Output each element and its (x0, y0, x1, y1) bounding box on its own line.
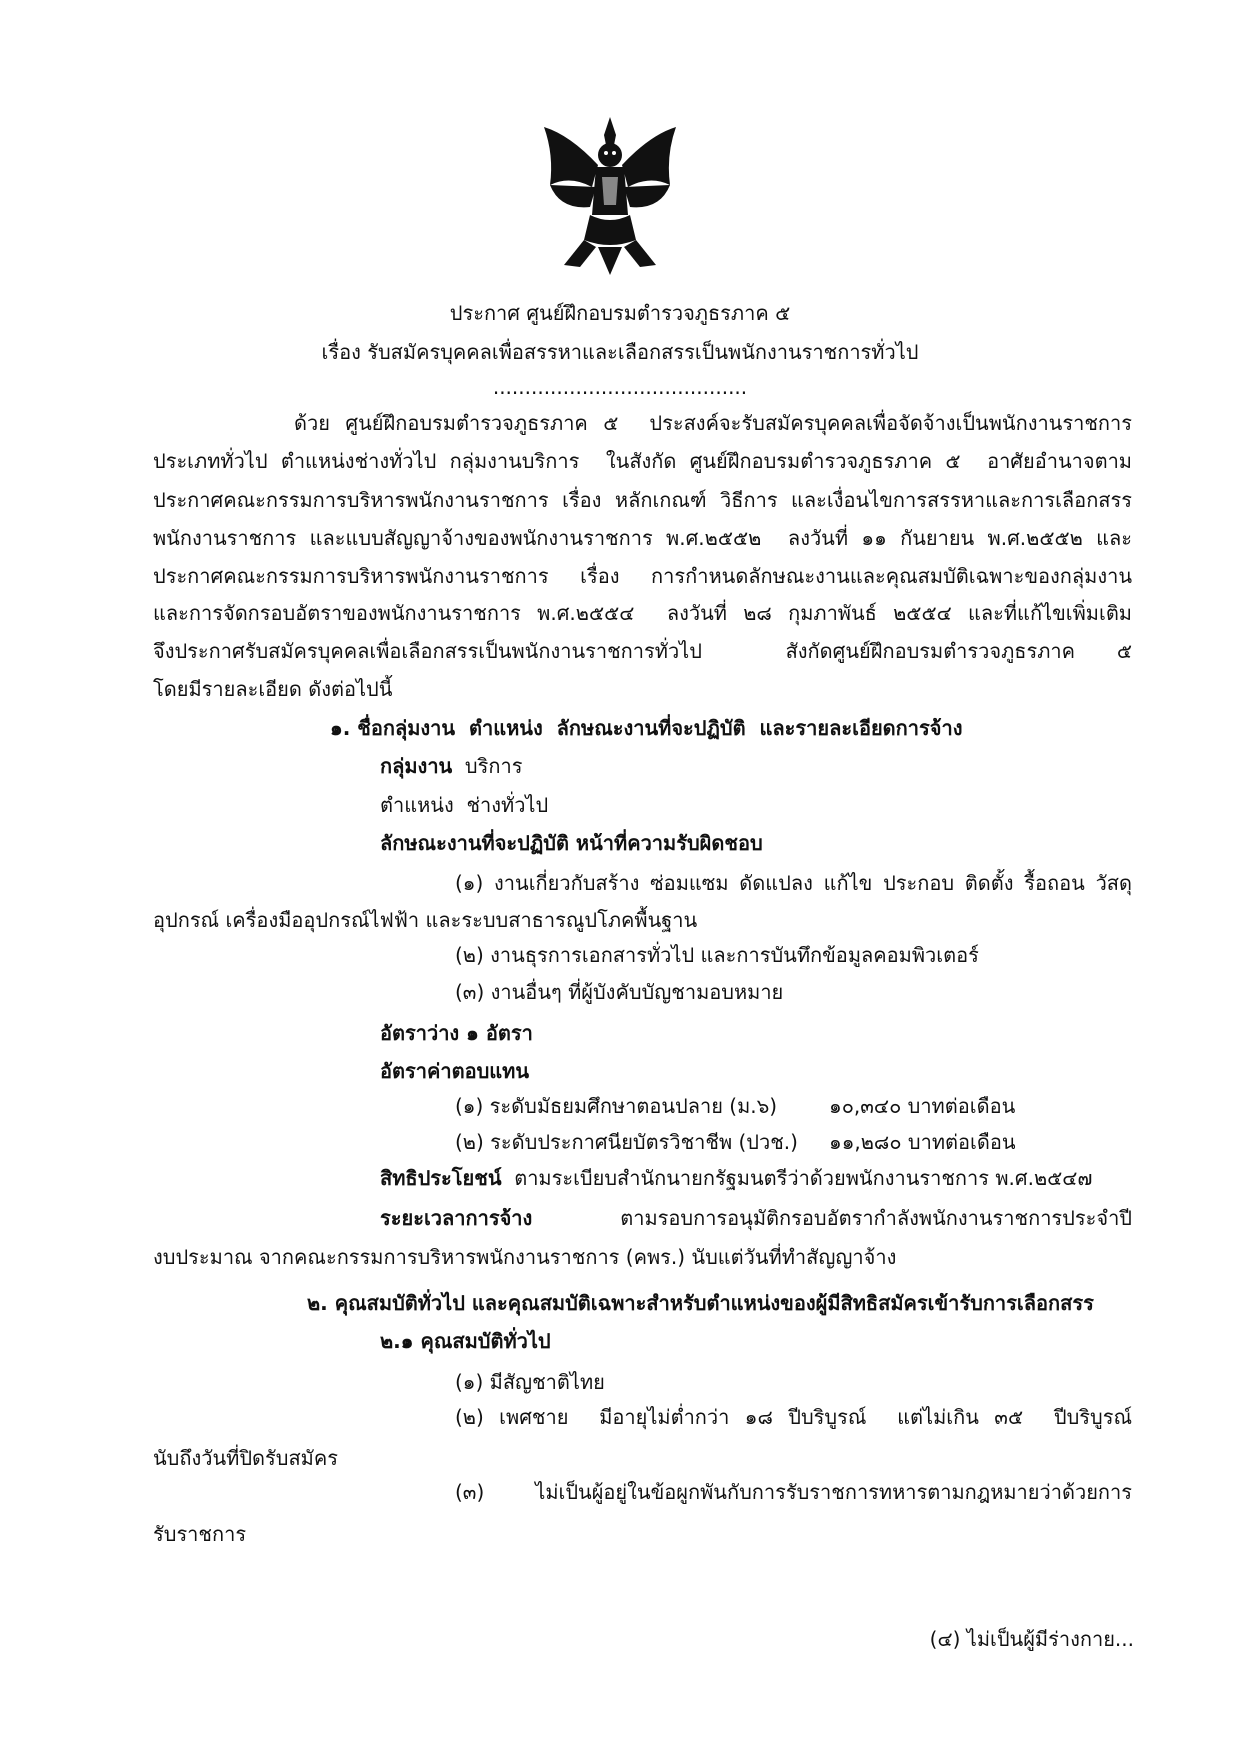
line-text: (๑) มีสัญชาติไทย (455, 1370, 605, 1395)
body-line (380, 751, 522, 781)
body-line (153, 636, 1132, 666)
line-text: ตามระเบียบสำนักนายกรัฐมนตรีว่าด้วยพนักงานราชการ พ.ศ.๒๕๔๗ (501, 1165, 1093, 1190)
continuation-note: (๔) ไม่เป็นผู้มีร่างกาย... (929, 1627, 1134, 1651)
line-text: ตามรอบการอนุมัติกรอบอัตรากำลังพนักงานราชการประจำปี (532, 1206, 1132, 1231)
line-text: ด้วย ศูนย์ฝึกอบรมตำรวจภูธรภาค ๕ ประสงค์จะรับสมัครบุคคลเพื่อจัดจ้างเป็นพนักงานราชการ (294, 410, 1132, 435)
line-text: ๑. ชื่อกลุ่มงาน ตำแหน่ง ลักษณะงานที่จะปฏิบัติ และรายละเอียดการจ้าง (330, 715, 963, 740)
line-text: (๒) เพศชาย มีอายุไม่ต่ำกว่า ๑๘ ปีบริบูรณ์ แต่ไม่เกิน ๓๕ ปีบริบูรณ์ (455, 1404, 1132, 1429)
line-text: (๒) งานธุรการเอกสารทั่วไป และการบันทึกข้อมูลคอมพิวเตอร์ (455, 942, 979, 967)
body-line (294, 408, 1132, 438)
body-line (380, 1203, 1132, 1233)
body-line (455, 1091, 777, 1121)
announcement-title: ประกาศ ศูนย์ฝึกอบรมตำรวจภูธรภาค ๕ (449, 301, 791, 325)
line-text: ๒.๑ คุณสมบัติทั่วไป (380, 1328, 551, 1353)
body-line (153, 598, 1132, 628)
line-text: อัตราค่าตอบแทน (380, 1058, 530, 1083)
line-text: งบประมาณ จากคณะกรรมการบริหารพนักงานราชการ (คพร.) นับแต่วันที่ทำสัญญาจ้าง (153, 1245, 897, 1270)
line-text: (๓) ไม่เป็นผู้อยู่ในข้อผูกพันกับการรับราชการทหารตามกฎหมายว่าด้วยการ (455, 1479, 1132, 1504)
line-text: (๑) ระดับมัธยมศึกษาตอนปลาย (ม.๖) (455, 1094, 778, 1119)
line-label: ระยะเวลาการจ้าง (380, 1206, 533, 1231)
line-text: ๒. คุณสมบัติทั่วไป และคุณสมบัติเฉพาะสำหรับตำแหน่งของผู้มีสิทธิสมัครเข้ารับการเลือกสรร (307, 1291, 1094, 1315)
body-line (153, 1519, 246, 1549)
body-line (153, 446, 1132, 476)
body-line (153, 523, 1132, 553)
body-line (307, 1288, 1094, 1318)
line-text: (๒) ระดับประกาศนียบัตรวิชาชีพ (ปวช.) (455, 1130, 798, 1155)
body-line (380, 828, 763, 858)
separator-dots: ........................................ (492, 375, 748, 399)
line-text: ลักษณะงานที่จะปฏิบัติ หน้าที่ความรับผิดชอบ (380, 830, 763, 855)
body-line (153, 905, 697, 935)
body-line (380, 1326, 551, 1356)
salary-amount: ๑๑,๒๘๐ บาทต่อเดือน (829, 1130, 1016, 1155)
line-text: พนักงานราชการ และแบบสัญญาจ้างของพนักงานราชการ พ.ศ.๒๕๕๒ ลงวันที่ ๑๑ กันยายน พ.ศ.๒๕๕๒ และ (153, 525, 1132, 550)
body-line (330, 713, 962, 743)
line-text: ประกาศคณะกรรมการบริหารพนักงานราชการ เรื่อง การกำหนดลักษณะงานและคุณสมบัติเฉพาะของกลุ่มงาน (153, 563, 1132, 588)
announcement-subject: เรื่อง รับสมัครบุคคลเพื่อสรรหาและเลือกสรรเป็นพนักงานราชการทั่วไป (321, 340, 919, 364)
body-line (455, 977, 783, 1007)
line-text: ประกาศคณะกรรมการบริหารพนักงานราชการ เรื่อง หลักเกณฑ์ วิธีการ และเงื่อนไขการสรรหาและการเลือกสรร (153, 487, 1132, 512)
line-text: โดยมีรายละเอียด ดังต่อไปนี้ (153, 676, 393, 701)
body-line (153, 485, 1132, 515)
body-line (380, 1163, 1092, 1193)
body-line (455, 1402, 1132, 1432)
salary-amount: ๑๐,๓๔๐ บาทต่อเดือน (829, 1094, 1016, 1119)
body-line (153, 561, 1132, 591)
body-line (153, 674, 392, 704)
line-text: อัตราว่าง ๑ อัตรา (380, 1020, 533, 1045)
body-line (455, 940, 979, 970)
line-text: จึงประกาศรับสมัครบุคคลเพื่อเลือกสรรเป็นพนักงานราชการทั่วไป สังกัดศูนย์ฝึกอบรมตำรวจภูธรภาค ๕ (153, 638, 1132, 663)
line-text: นับถึงวันที่ปิดรับสมัคร (153, 1446, 338, 1471)
body-line (380, 1018, 533, 1048)
line-text: รับราชการ (153, 1522, 247, 1547)
line-text: (๓) งานอื่นๆ ที่ผู้บังคับบัญชามอบหมาย (455, 980, 784, 1005)
line-label: สิทธิประโยชน์ (380, 1165, 502, 1190)
line-text: อุปกรณ์ เครื่องมืออุปกรณ์ไฟฟ้า และระบบสาธารณูปโภคพื้นฐาน (153, 907, 698, 932)
line-label: กลุ่มงาน (380, 753, 453, 778)
garuda-emblem (540, 115, 680, 277)
line-text: ประเภททั่วไป ตำแหน่งช่างทั่วไป กลุ่มงานบริการ ในสังกัด ศูนย์ฝึกอบรมตำรวจภูธรภาค ๕ อาศัยอำนาจตาม (153, 448, 1132, 473)
line-text: บริการ (452, 753, 523, 778)
body-line (380, 790, 548, 820)
body-line (455, 868, 1132, 898)
body-line (455, 1367, 605, 1397)
body-line (153, 1242, 896, 1272)
body-line (380, 1056, 529, 1086)
line-text: ตำแหน่ง ช่างทั่วไป (380, 792, 549, 817)
body-line (455, 1127, 798, 1157)
line-text: และการจัดกรอบอัตราของพนักงานราชการ พ.ศ.๒๕๕๔ ลงวันที่ ๒๘ กุมภาพันธ์ ๒๕๕๔ และที่แก้ไขเพิ่มเติม (153, 600, 1132, 625)
body-line (455, 1477, 1132, 1507)
line-text: (๑) งานเกี่ยวกับสร้าง ซ่อมแซม ดัดแปลง แก้ไข ประกอบ ติดตั้ง รื้อถอน วัสดุ (455, 871, 1132, 895)
body-line (153, 1443, 338, 1473)
